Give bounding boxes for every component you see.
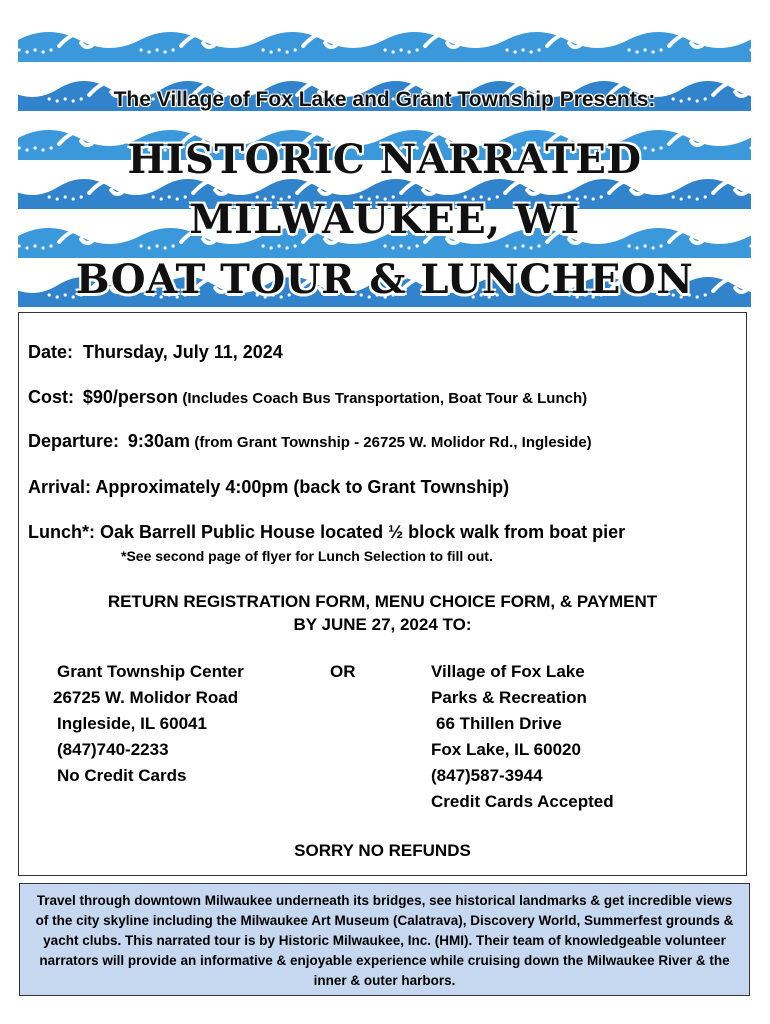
cost-label: Cost: — [28, 387, 74, 407]
departure-note: (from Grant Township - 26725 W. Molidor Rd., Ingleside) — [194, 434, 592, 451]
grant-township-address — [53, 659, 244, 789]
wave-dot — [140, 244, 143, 247]
wave-dot — [286, 50, 289, 53]
wave-dot — [50, 244, 53, 247]
address-line: 66 Thillen Drive — [436, 714, 562, 733]
title-line-3: BOAT TOUR & LUNCHEON — [75, 256, 694, 303]
address-line: Parks & Recreation — [431, 688, 587, 707]
title-line-2: MILWAUKEE, WI — [189, 196, 580, 243]
wave-gap — [18, 62, 751, 67]
title-line-1: HISTORIC NARRATED — [127, 136, 642, 183]
wave-dot — [416, 48, 419, 51]
address-line: Fox Lake, IL 60020 — [431, 740, 581, 759]
wave-dot — [522, 244, 525, 247]
wave-dot — [148, 246, 151, 249]
wave-dot — [522, 48, 525, 51]
wave-dot — [400, 244, 403, 247]
wave-dot — [644, 244, 647, 247]
cost-row — [28, 387, 587, 408]
address-line: 26725 W. Molidor Road — [53, 688, 239, 707]
wave-dot — [50, 48, 53, 51]
tour-description-text: Travel through downtown Milwaukee underneath its bridges, see historical landmarks & get incredible views of the city skyline including the Milwaukee Art Museum (Calatrava), Discovery World, Summerfest grounds & yacht clubs. This narrated tour is by Historic Milwaukee, Inc. (HMI). Their team of knowledgeable volunteer narrators will provide an informative & enjoyable experience while cruising down the Milwaukee River & the inner & outer harbors. — [35, 893, 734, 988]
wave-dot — [628, 48, 631, 51]
wave-dot — [26, 50, 29, 53]
address-line: Ingleside, IL 60041 — [57, 714, 207, 733]
wave-dot — [416, 244, 419, 247]
tour-description-box — [19, 883, 750, 996]
wave-dot — [506, 244, 509, 247]
wave-dot — [278, 244, 281, 247]
wave-dot — [530, 246, 533, 249]
wave-dot — [172, 244, 175, 247]
return-instructions-line-2: BY JUNE 27, 2024 TO: — [293, 615, 472, 634]
fox-lake-address — [431, 659, 614, 815]
wave-dot — [294, 48, 297, 51]
arrival-row: Arrival: Approximately 4:00pm (back to Grant Township) — [28, 477, 510, 497]
wave-band — [18, 32, 751, 62]
refund-policy: SORRY NO REFUNDS — [294, 841, 471, 860]
presenter-line: The Village of Fox Lake and Grant Township Presents: — [113, 88, 656, 111]
wave-dot — [636, 50, 639, 53]
wave-dot — [286, 246, 289, 249]
date-label: Date: — [28, 342, 74, 362]
wave-dot — [26, 246, 29, 249]
event-details-box — [18, 312, 747, 876]
address-line: (847)740-2233 — [57, 740, 169, 759]
wave-dot — [408, 246, 411, 249]
wave-dot — [164, 246, 167, 249]
wave-dot — [42, 246, 45, 249]
wave-dot — [652, 246, 655, 249]
return-instructions-line-1: RETURN REGISTRATION FORM, MENU CHOICE FORM, & PAYMENT — [107, 592, 658, 611]
address-line: Grant Township Center — [57, 662, 244, 681]
wave-dot — [156, 48, 159, 51]
wave-dot — [262, 48, 265, 51]
wave-dot — [278, 48, 281, 51]
cost-note: (Includes Coach Bus Transportation, Boat Tour & Lunch) — [182, 390, 588, 407]
cost-value: $90/person — [82, 387, 178, 407]
wave-dot — [530, 50, 533, 53]
wave-dot — [644, 48, 647, 51]
wave-dot — [392, 246, 395, 249]
wave-dot — [628, 244, 631, 247]
wave-dot — [42, 50, 45, 53]
wave-dot — [34, 244, 37, 247]
wave-dot — [514, 246, 517, 249]
address-line: Village of Fox Lake — [431, 662, 585, 681]
wave-dot — [270, 50, 273, 53]
wave-dot — [34, 48, 37, 51]
wave-dot — [156, 244, 159, 247]
wave-dot — [400, 48, 403, 51]
wave-dot — [538, 48, 541, 51]
address-line: No Credit Cards — [57, 766, 187, 785]
wave-dot — [262, 244, 265, 247]
wave-dot — [636, 246, 639, 249]
wave-dot — [652, 50, 655, 53]
wave-dot — [506, 48, 509, 51]
wave-banner — [18, 18, 751, 312]
wave-dot — [408, 50, 411, 53]
wave-dot — [140, 48, 143, 51]
address-line: (847)587-3944 — [431, 766, 543, 785]
wave-dot — [164, 50, 167, 53]
wave-dot — [538, 244, 541, 247]
departure-label: Departure: — [28, 431, 120, 451]
wave-dot — [384, 48, 387, 51]
address-line: Credit Cards Accepted — [431, 792, 614, 811]
wave-dot — [172, 48, 175, 51]
date-value: Thursday, July 11, 2024 — [83, 342, 283, 362]
or-separator: OR — [330, 662, 356, 681]
wave-dot — [392, 50, 395, 53]
lunch-note: *See second page of flyer for Lunch Selection to fill out. — [121, 548, 493, 564]
wave-dot — [294, 244, 297, 247]
wave-dot — [660, 48, 663, 51]
lunch-row: Lunch*: Oak Barrell Public House located ½ block walk from boat pier — [28, 522, 626, 542]
date-row — [28, 342, 283, 363]
wave-dot — [148, 50, 151, 53]
wave-dot — [384, 244, 387, 247]
departure-value: 9:30am — [127, 431, 190, 451]
wave-dot — [514, 50, 517, 53]
wave-dot — [660, 244, 663, 247]
wave-dot — [270, 246, 273, 249]
departure-row — [28, 431, 592, 452]
